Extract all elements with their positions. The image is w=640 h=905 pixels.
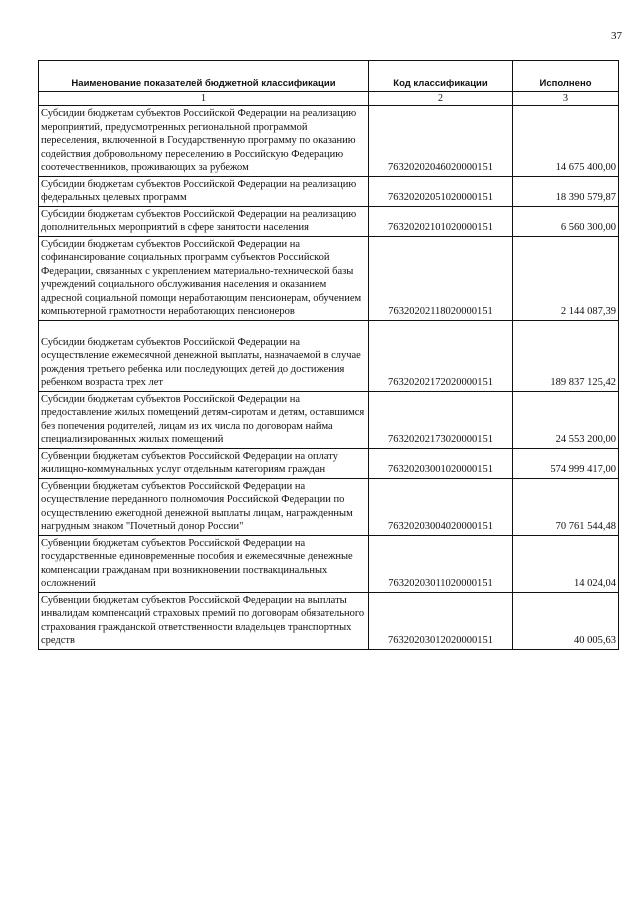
column-number: 3: [513, 92, 619, 106]
header-amount: Исполнено: [513, 61, 619, 92]
row-name: Субвенции бюджетам субъектов Российской Федерации на оплату жилищно-коммунальных услуг отдельным категориям граждан: [39, 448, 369, 478]
row-amount: 189 837 125,42: [513, 335, 619, 392]
column-number-row: [39, 92, 619, 106]
row-code: 76320203001020000151: [369, 448, 513, 478]
row-amount: 24 553 200,00: [513, 391, 619, 448]
table-row: [39, 176, 619, 206]
row-name: Субсидии бюджетам субъектов Российской Федерации на осуществление ежемесячной денежной выплаты, назначаемой в случае рождения третьего ребенка или последующих детей до достижения ребенком возраста трех лет: [39, 335, 369, 392]
row-name: Субвенции бюджетам субъектов Российской Федерации на осуществление переданного полномочия Российской Федерации по осуществлению ежегодной денежной выплаты лицам, награжденным нагрудным знаком "Почетный донор России": [39, 478, 369, 535]
row-name: Субвенции бюджетам субъектов Российской Федерации на государственные единовременные пособия и ежемесячные денежные компенсации гражданам при возникновении поствакцинальных осложнений: [39, 535, 369, 592]
row-amount: 14 024,04: [513, 535, 619, 592]
row-code: 76320202172020000151: [369, 335, 513, 392]
row-amount: 2 144 087,39: [513, 236, 619, 320]
row-amount: 40 005,63: [513, 592, 619, 649]
row-amount: 14 675 400,00: [513, 106, 619, 177]
blank-row: [39, 320, 619, 335]
row-name: Субвенции бюджетам субъектов Российской Федерации на выплаты инвалидам компенсаций страховых премий по договорам обязательного страхования гражданской ответственности владельцев транспортных средств: [39, 592, 369, 649]
table-row: [39, 478, 619, 535]
budget-table: [38, 60, 619, 650]
row-code: 76320202173020000151: [369, 391, 513, 448]
row-name: Субсидии бюджетам субъектов Российской Федерации на реализацию федеральных целевых программ: [39, 176, 369, 206]
header-row: [39, 61, 619, 92]
column-number: 1: [39, 92, 369, 106]
row-amount: 70 761 544,48: [513, 478, 619, 535]
header-code: Код классификации: [369, 61, 513, 92]
row-code: 76320202046020000151: [369, 106, 513, 177]
row-code: 76320202118020000151: [369, 236, 513, 320]
row-code: 76320203012020000151: [369, 592, 513, 649]
table-row: [39, 335, 619, 392]
row-amount: 574 999 417,00: [513, 448, 619, 478]
row-code: 76320202101020000151: [369, 206, 513, 236]
row-code: 76320203011020000151: [369, 535, 513, 592]
row-name: Субсидии бюджетам субъектов Российской Федерации на предоставление жилых помещений детям-сиротам и детям, оставшимся без попечения родителей, лицам из их числа по договорам найма специализированных жилых помещений: [39, 391, 369, 448]
header-name: Наименование показателей бюджетной классификации: [39, 61, 369, 92]
page-number: 37: [611, 30, 622, 42]
row-name: Субсидии бюджетам субъектов Российской Федерации на софинансирование социальных программ субъектов Российской Федерации, связанных с укреплением материально-технической базы учреждений социального обслуживания населения и оказанием адресной социальной помощи неработающим пенсионерам, обучением компьютерной грамотности неработающих пенсионеров: [39, 236, 369, 320]
table-row: [39, 206, 619, 236]
row-name: Субсидии бюджетам субъектов Российской Федерации на реализацию мероприятий, предусмотренных региональной программой переселения, включенной в Государственную программу по оказанию содействия добровольному переселению в Российскую Федерацию соотечественников, проживающих за рубежом: [39, 106, 369, 177]
table-row: [39, 592, 619, 649]
table-row: [39, 236, 619, 320]
table-row: [39, 535, 619, 592]
row-code: 76320202051020000151: [369, 176, 513, 206]
table-row: [39, 391, 619, 448]
row-amount: 6 560 300,00: [513, 206, 619, 236]
row-amount: 18 390 579,87: [513, 176, 619, 206]
column-number: 2: [369, 92, 513, 106]
row-name: Субсидии бюджетам субъектов Российской Федерации на реализацию дополнительных мероприятий в сфере занятости населения: [39, 206, 369, 236]
table-row: [39, 448, 619, 478]
table-row: [39, 106, 619, 177]
row-code: 76320203004020000151: [369, 478, 513, 535]
